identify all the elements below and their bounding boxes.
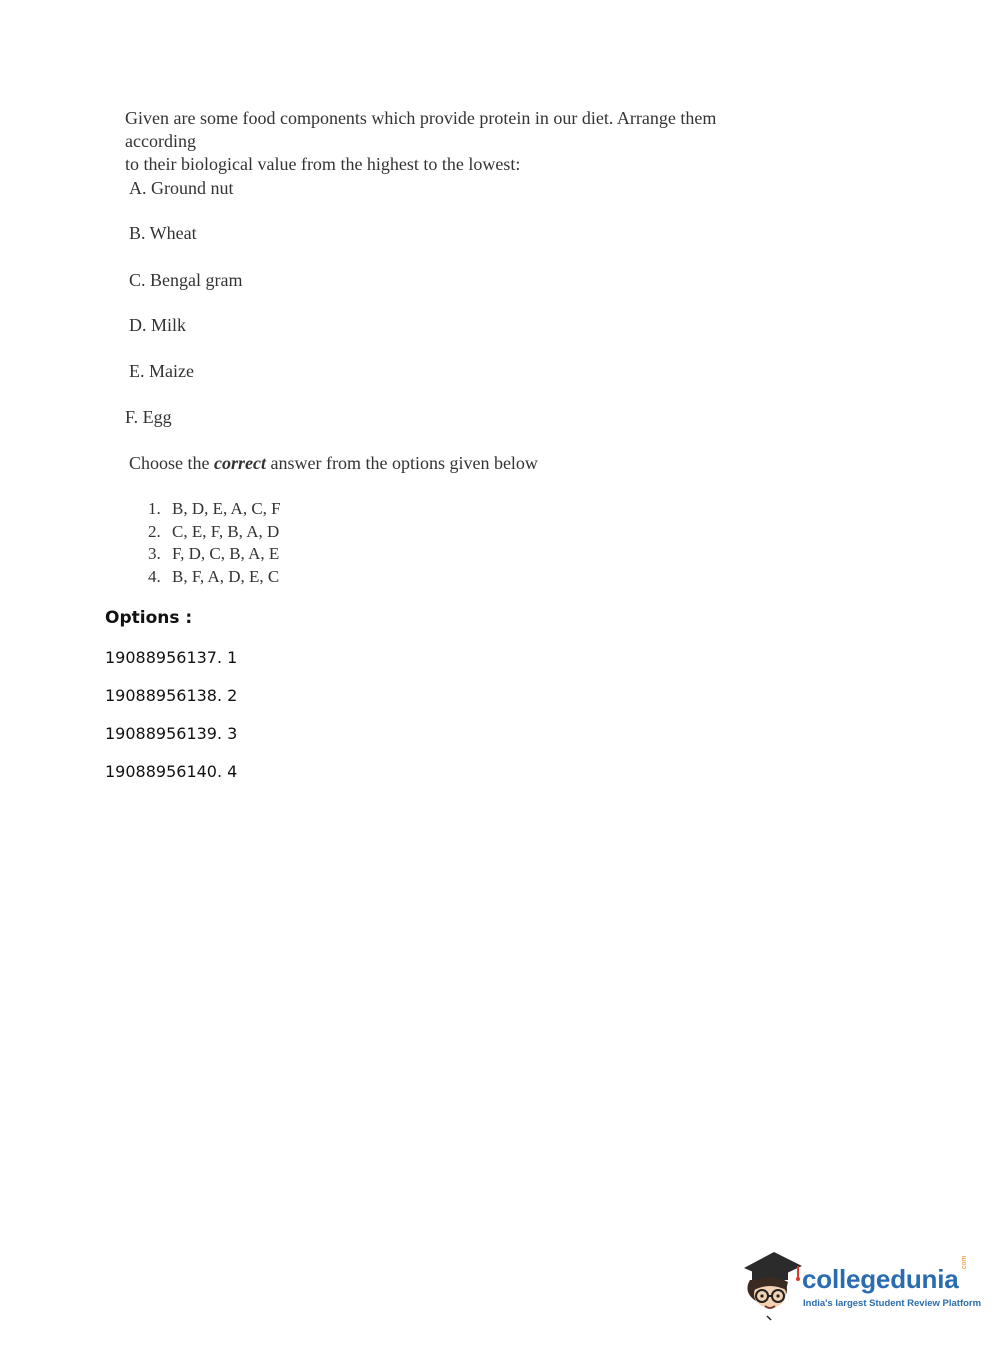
answer-row-1 — [148, 498, 281, 521]
answer-number: 4. — [148, 566, 161, 586]
option-3: 19088956139. 3 — [105, 724, 238, 743]
option-4: 19088956140. 4 — [105, 762, 238, 781]
collegedunia-logo — [740, 1246, 982, 1322]
choose-emphasis: correct — [214, 453, 266, 473]
answer-text: B, D, E, A, C, F — [172, 499, 281, 518]
question-stem — [125, 107, 745, 176]
question-item-e: E. Maize — [129, 361, 194, 381]
question-stem-line-2: to their biological value from the highest to the lowest: — [125, 154, 521, 174]
option-1: 19088956137. 1 — [105, 648, 238, 667]
answer-number: 1. — [148, 499, 161, 518]
logo-tagline: India's largest Student Review Platform — [803, 1298, 982, 1309]
answer-row-3 — [148, 543, 281, 566]
question-item-a: A. Ground nut — [129, 178, 234, 198]
logo-wordmark: collegedunia — [802, 1264, 959, 1294]
question-item-d: D. Milk — [129, 315, 187, 335]
option-2: 19088956138. 2 — [105, 686, 238, 705]
question-item-c: C. Bengal gram — [129, 270, 243, 290]
answer-row-4 — [148, 566, 281, 589]
answer-row-2 — [148, 521, 281, 544]
choose-prefix: Choose the — [129, 453, 214, 473]
answer-text: C, E, F, B, A, D — [172, 521, 280, 541]
answer-text: F, D, C, B, A, E — [172, 544, 280, 563]
logo-domain-suffix: .com — [961, 1255, 968, 1271]
choose-instruction — [129, 452, 538, 474]
question-image — [0, 0, 1001, 600]
question-item-b: B. Wheat — [129, 223, 197, 243]
answer-number: 3. — [148, 544, 161, 563]
answer-number: 2. — [148, 521, 161, 541]
answer-list — [148, 498, 281, 588]
question-item-f: F. Egg — [125, 407, 172, 427]
answer-text: B, F, A, D, E, C — [172, 566, 280, 586]
choose-suffix: answer from the options given below — [265, 453, 538, 473]
options-heading: Options : — [105, 608, 193, 628]
question-stem-line-1: Given are some food components which provide protein in our diet. Arrange them according — [125, 108, 717, 151]
mascot-icon — [740, 1246, 804, 1322]
